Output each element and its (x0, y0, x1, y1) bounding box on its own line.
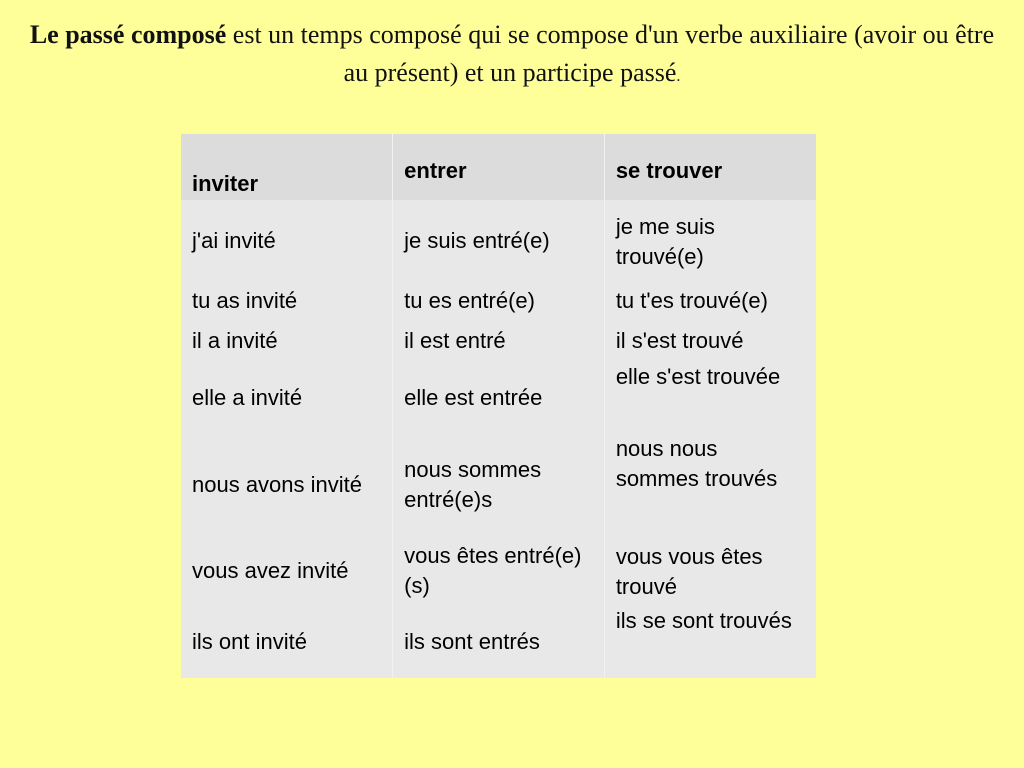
table-row (181, 320, 816, 362)
header-cell-inviter: inviter (181, 134, 393, 200)
table-cell: tu as invité (181, 282, 393, 320)
table-cell: nous nous sommes trouvés (615, 436, 778, 491)
table-cell: ils ont invité (181, 606, 393, 678)
table-cell: elle a invité (181, 362, 393, 434)
conjugation-table (181, 134, 816, 678)
table-header-row (181, 134, 816, 200)
table-cell: nous avons invité (181, 434, 393, 536)
table-cell: vous êtes entré(e)(s) (393, 536, 605, 606)
intro-bold-term: Le passé composé (29, 20, 227, 49)
table-cell: il est entré (393, 320, 605, 362)
table-row (181, 362, 816, 434)
table-cell: ils sont entrés (393, 606, 605, 678)
table-cell: nous sommes entré(e)s (393, 434, 605, 536)
table-cell: il s'est trouvé (615, 328, 744, 353)
table-cell: vous avez invité (181, 536, 393, 606)
table-row (181, 282, 816, 320)
table-cell: j'ai invité (181, 200, 393, 282)
table-cell: elle s'est trouvée (615, 364, 781, 389)
table-row (181, 434, 816, 536)
intro-paragraph (20, 16, 1004, 96)
table-cell: je me suis trouvé(e) (615, 214, 715, 269)
header-cell-entrer: entrer (393, 134, 605, 200)
table-row (181, 200, 816, 282)
table-cell: tu t'es trouvé(e) (615, 288, 768, 313)
table-cell: vous vous êtes trouvé (615, 544, 763, 599)
table-row (181, 536, 816, 606)
header-cell-se-trouver: se trouver (615, 158, 723, 183)
table-cell: elle est entrée (393, 362, 605, 434)
intro-rest-text: est un temps composé qui se compose d'un verbe auxiliaire (avoir ou être au présent) et un participe passé (226, 20, 995, 87)
table-cell: tu es entré(e) (393, 282, 605, 320)
intro-end-dot: . (676, 68, 681, 85)
table-cell: je suis entré(e) (393, 200, 605, 282)
table-cell: ils se sont trouvés (615, 608, 792, 633)
table-row (181, 606, 816, 678)
table-cell: il a invité (181, 320, 393, 362)
